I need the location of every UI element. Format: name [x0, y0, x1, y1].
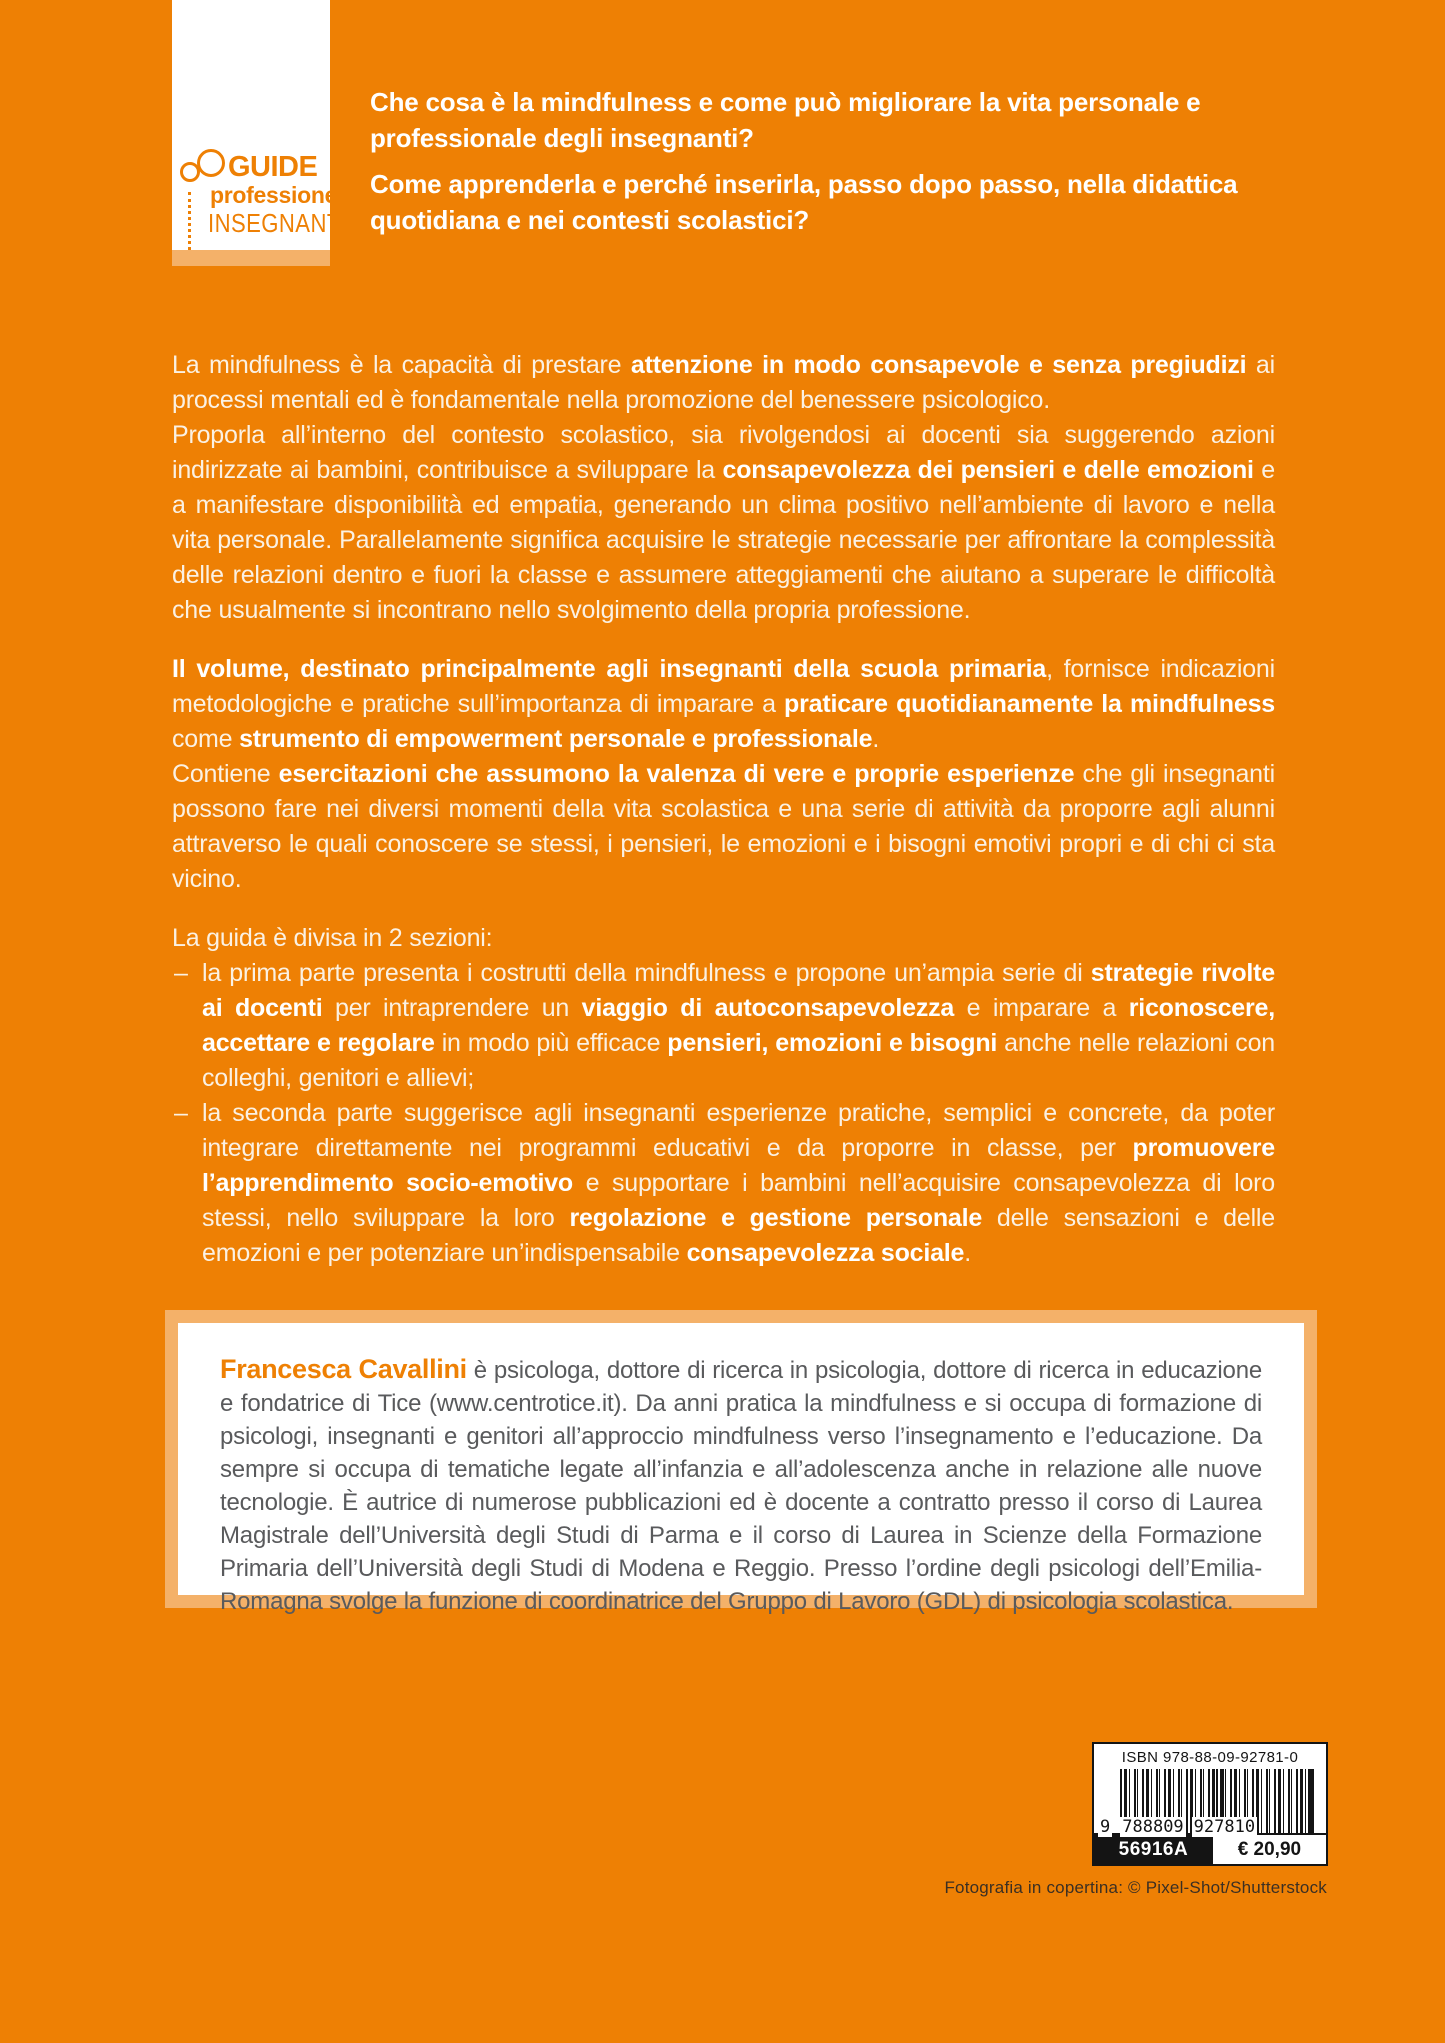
headline-question-1: Che cosa è la mindfulness e come può migliorare la vita personale e professionale degli insegnanti? [370, 87, 1201, 153]
logo-accent-band [172, 250, 330, 266]
bullet-text-2: la seconda parte suggerisce agli insegnanti esperienze pratiche, semplici e concrete, da poter integrare direttamente nei programmi educativi e da proporre in classe, per promuovere l’apprendimento socio-emotivo e supportare i bambini nell’acquisire consapevolezza di loro stessi, nello sviluppare la loro regolazione e gestione personale delle sensazioni e delle emozioni e per potenziare un’indispensabile consapevolezza sociale. [202, 1099, 1276, 1267]
author-bio-text [220, 1353, 1262, 1618]
isbn-label: ISBN 978-88-09-92781-0 [1121, 1749, 1299, 1766]
product-code: 56916A [1094, 1835, 1213, 1864]
headline-block [370, 84, 1318, 238]
bullet-item-2 [172, 1096, 1275, 1271]
bullet-marker: – [174, 1099, 188, 1127]
price: € 20,90 [1213, 1835, 1326, 1864]
logo-box [172, 0, 356, 250]
headline-question-2: Come apprenderla e perché inserirla, passo dopo passo, nella didattica quotidiana e nei contesti scolastici? [370, 169, 1238, 235]
barcode-digit-group-1: 788809 [1122, 1817, 1184, 1837]
barcode-digit-lead: 9 [1100, 1817, 1111, 1837]
body-copy [172, 348, 1275, 1271]
logo-word-guide: GUIDE [228, 151, 318, 183]
author-bio-box [165, 1310, 1317, 1615]
isbn-box [1092, 1742, 1328, 1866]
barcode-digit-group-2: 927810 [1193, 1817, 1256, 1837]
photo-credit: Fotografia in copertina: © Pixel-Shot/Shutterstock [944, 1878, 1327, 1897]
body-paragraph-1: La mindfulness è la capacità di prestare attenzione in modo consapevole e senza pregiudizi ai processi mentali ed è fondamentale nella promozione del benessere psicologico. Proporla all’interno del contesto scolastico, sia rivolgendosi ai docenti sia suggerendo azioni indirizzate ai bambini, contribuisce a sviluppare la consapevolezza dei pensieri e delle emozioni e a manifestare disponibilità ed empatia, generando un clima positivo nell’ambiente di lavoro e nella vita personale. Parallelamente significa acquisire le strategie necessarie per affrontare la complessità delle relazioni dentro e fuori la classe e assumere atteggiamenti che aiutano a superare le difficoltà che usualmente si incontrano nello svolgimento della propria professione. [172, 351, 1275, 624]
author-name: Francesca Cavallini [220, 1354, 467, 1384]
body-paragraph-2: Il volume, destinato principalmente agli insegnanti della scuola primaria, fornisce indicazioni metodologiche e pratiche sull’importanza di imparare a praticare quotidianamente la mindfulness come strumento di empowerment personale e professionale. Contiene esercitazioni che assumono la valenza di vere e proprie esperienze che gli insegnanti possono fare nei diversi momenti della vita scolastica e una serie di attività da proporre agli alunni attraverso le quali conoscere se stessi, i pensieri, le emozioni e i bisogni emotivi propri e di chi ci sta vicino. [172, 655, 1275, 893]
barcode-digits [1098, 1817, 1312, 1837]
logo-word-professione: professione [210, 182, 338, 208]
sections-intro: La guida è divisa in 2 sezioni: [172, 924, 493, 952]
series-logo [180, 149, 382, 236]
glasses-icon [180, 149, 225, 182]
logo-word-insegnante: INSEGNANTE [208, 208, 356, 238]
bullet-marker: – [174, 959, 188, 987]
bullet-item-1 [172, 956, 1275, 1096]
barcode [1100, 1769, 1314, 1837]
bio-body: è psicologa, dottore di ricerca in psicologia, dottore di ricerca in educazione e fondatrice di Tice (www.centrotice.it). Da anni pratica la mindfulness e si occupa di formazione di psicologi, insegnanti e genitori all’approccio mindfulness verso l’insegnamento e l’educazione. Da sempre si occupa di tematiche legate all’infanzia e all’adolescenza anche in relazione alle nuove tecnologie. È autrice di numerose pubblicazioni ed è docente a contratto presso il corso di Laurea Magistrale dell’Università degli Studi di Parma e il corso di Laurea in Scienze della Formazione Primaria dell’Università degli Studi di Modena e Reggio. Presso l’ordine degli psicologi dell’Emilia-Romagna svolge la funzione di coordinatrice del Gruppo di Lavoro (GDL) di psicologia scolastica. [220, 1357, 1262, 1615]
price-strip [1094, 1833, 1326, 1864]
bullet-text-1: la prima parte presenta i costrutti della mindfulness e propone un’ampia serie di strategie rivolte ai docenti per intraprendere un viaggio di autoconsapevolezza e imparare a riconoscere, accettare e regolare in modo più efficace pensieri, emozioni e bisogni anche nelle relazioni con colleghi, genitori e allievi; [202, 959, 1275, 1092]
